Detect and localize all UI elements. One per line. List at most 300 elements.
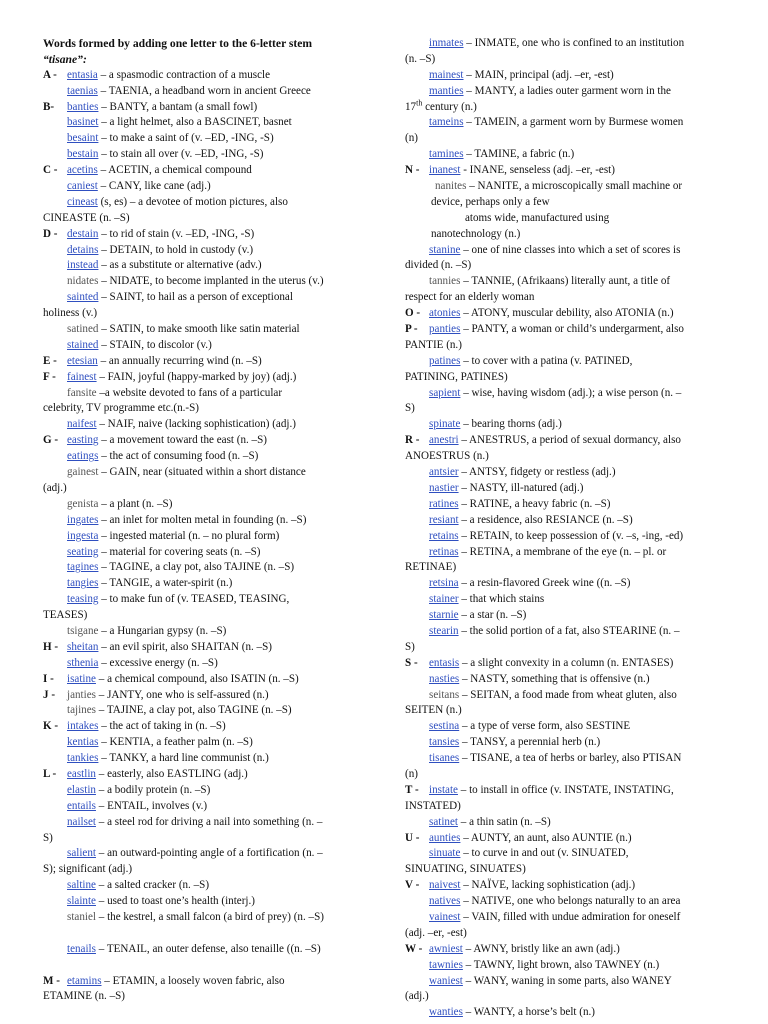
- word-link[interactable]: easting: [67, 434, 99, 447]
- word-entry: [43, 942, 387, 958]
- word-entry: [405, 831, 730, 847]
- word-link[interactable]: ratines: [429, 497, 459, 510]
- entry-continuation: [405, 338, 730, 354]
- word-definition: – NATIVE, one who belongs naturally to an area: [460, 895, 681, 908]
- word-entry: [405, 513, 730, 529]
- word-entry: [405, 354, 730, 370]
- entry-continuation: [405, 258, 730, 274]
- word-definition: – a chemical compound, also ISATIN (n. –S): [95, 672, 299, 685]
- word-link[interactable]: cineast: [67, 195, 98, 208]
- letter-label: K -: [43, 720, 59, 733]
- word-link[interactable]: bestain: [67, 148, 99, 161]
- word-link[interactable]: tenails: [67, 942, 96, 955]
- word-definition: – a salted cracker (n. –S): [95, 879, 210, 892]
- word-link[interactable]: slainte: [67, 895, 96, 908]
- word-link[interactable]: wanties: [429, 1006, 463, 1019]
- word-entry: [43, 815, 387, 831]
- word-entry: [43, 878, 387, 894]
- word-definition: – NASTY, something that is offensive (n.): [459, 672, 650, 685]
- word-link[interactable]: fainest: [67, 370, 97, 383]
- word-link[interactable]: resiant: [429, 513, 459, 526]
- word-entry: [43, 227, 387, 243]
- word-entry: [405, 84, 730, 100]
- word-entry: [43, 974, 387, 990]
- word-definition: – an outward-pointing angle of a fortification (n. –: [95, 847, 323, 860]
- word-link[interactable]: vainest: [429, 910, 461, 923]
- word-link[interactable]: sthenia: [67, 656, 99, 669]
- word-entry: [405, 68, 730, 84]
- letter-label: N -: [405, 164, 420, 177]
- word-link[interactable]: naivest: [429, 879, 461, 892]
- word-entry: [43, 274, 387, 290]
- word-definition: – a plant (n. –S): [98, 497, 173, 510]
- word-link[interactable]: mainest: [429, 68, 464, 81]
- word-link[interactable]: natives: [429, 895, 461, 908]
- entry-continuation: [405, 227, 730, 243]
- entry-continuation: [405, 560, 730, 576]
- word-entry: [43, 290, 387, 306]
- letter-label: V -: [405, 879, 420, 892]
- word-definition: – DETAIN, to hold in custody (v.): [98, 243, 254, 256]
- word-entry: [405, 529, 730, 545]
- letter-label: E -: [43, 354, 57, 367]
- word-entry: [43, 703, 387, 719]
- entry-continuation: [43, 211, 387, 227]
- word-definition: – a residence, also RESIANCE (n. –S): [458, 513, 633, 526]
- letter-label: T -: [405, 783, 419, 796]
- word-link[interactable]: isatine: [67, 672, 96, 685]
- word-entry: [43, 799, 387, 815]
- word-definition: – an inlet for molten metal in founding (n. –S): [98, 513, 307, 526]
- word-definition: – AWNY, bristly like an awn (adj.): [462, 942, 620, 955]
- word-definition: – to rid of stain (v. –ED, -ING, -S): [98, 227, 255, 240]
- word-link[interactable]: sainted: [67, 291, 99, 304]
- word-definition: – a star (n. –S): [458, 609, 527, 622]
- word-entry: [405, 481, 730, 497]
- word-link[interactable]: atonies: [429, 307, 461, 320]
- word-definition: – RETINA, a membrane of the eye (n. – pl. or: [458, 545, 667, 558]
- word-definition: – one of nine classes into which a set of scores is: [460, 243, 681, 256]
- word-definition: – AUNTY, an aunt, also AUNTIE (n.): [460, 831, 632, 844]
- word-entry: [405, 783, 730, 799]
- word-entry: [405, 894, 730, 910]
- word-link[interactable]: basinet: [67, 116, 99, 129]
- word-link[interactable]: caniest: [67, 180, 98, 193]
- word-definition: – an evil spirit, also SHAITAN (n. –S): [98, 640, 272, 653]
- continuation-text: (n): [405, 767, 418, 780]
- word-entry: [43, 195, 387, 211]
- word-entry: [405, 1005, 730, 1021]
- word-link[interactable]: tagines: [67, 561, 99, 574]
- word-definition: – FAIN, joyful (happy-marked by joy) (adj.): [96, 370, 297, 383]
- word-link[interactable]: entasia: [67, 68, 98, 81]
- entry-continuation: [43, 481, 387, 497]
- word-entry: [43, 910, 387, 926]
- word-link[interactable]: tankies: [67, 752, 99, 765]
- entry-continuation: [405, 131, 730, 147]
- word-link[interactable]: stearin: [429, 624, 459, 637]
- word-entry: [43, 243, 387, 259]
- word-entry: [405, 386, 730, 402]
- word-definition: – SAINT, to hail as a person of exceptional: [98, 291, 293, 304]
- word-text: tannies: [429, 275, 461, 288]
- entry-continuation: [405, 862, 730, 878]
- word-link[interactable]: besaint: [67, 132, 99, 145]
- word-definition: – that which stains: [458, 593, 545, 606]
- continuation-text: S): [405, 640, 415, 653]
- word-definition: – ANESTRUS, a period of sexual dormancy, also: [458, 434, 681, 447]
- word-definition: – JANTY, one who is self-assured (n.): [95, 688, 269, 701]
- word-link[interactable]: instate: [429, 783, 458, 796]
- superscript: th: [416, 97, 423, 107]
- word-entry: [405, 576, 730, 592]
- word-entry: [43, 640, 387, 656]
- word-link[interactable]: teasing: [67, 593, 99, 606]
- word-definition: – TENAIL, an outer defense, also tenaille ((n. –S): [95, 942, 321, 955]
- word-link[interactable]: naifest: [67, 418, 97, 431]
- entry-continuation: [405, 926, 730, 942]
- word-definition: – ETAMIN, a loosely woven fabric, also: [101, 974, 285, 987]
- word-definition: – a movement toward the east (n. –S): [98, 434, 267, 447]
- word-link[interactable]: nailset: [67, 815, 96, 828]
- word-definition: – a thin satin (n. –S): [457, 815, 551, 828]
- continuation-text: nanotechnology (n.): [431, 227, 521, 240]
- word-link[interactable]: tansies: [429, 736, 460, 749]
- word-link[interactable]: stained: [67, 338, 99, 351]
- word-link[interactable]: anestri: [429, 434, 459, 447]
- word-definition: –a website devoted to fans of a particular: [96, 386, 283, 399]
- word-entry: [405, 147, 730, 163]
- word-entry: [43, 735, 387, 751]
- word-link[interactable]: tawnies: [429, 958, 463, 971]
- entry-continuation: [405, 640, 730, 656]
- word-text: satined: [67, 323, 99, 336]
- word-link[interactable]: saltine: [67, 879, 96, 892]
- word-entry: [43, 624, 387, 640]
- word-definition: – TANSY, a perennial herb (n.): [459, 736, 601, 749]
- word-entry: [405, 719, 730, 735]
- word-text: tsigane: [67, 624, 99, 637]
- word-definition: – SATIN, to make smooth like satin material: [98, 323, 300, 336]
- word-entry: [405, 433, 730, 449]
- letter-label: I -: [43, 672, 54, 685]
- word-definition: – WANTY, a horse’s belt (n.): [462, 1006, 595, 1019]
- word-entry: [405, 688, 730, 704]
- word-link[interactable]: tamines: [429, 148, 464, 161]
- word-definition: – BANTY, a bantam (a small fowl): [98, 100, 258, 113]
- word-entry: [405, 815, 730, 831]
- word-link[interactable]: kentias: [67, 736, 99, 749]
- word-entry: [405, 751, 730, 767]
- word-definition: – MAIN, principal (adj. –er, -est): [463, 68, 614, 81]
- word-definition: – TAWNY, light brown, also TAWNEY (n.): [462, 958, 660, 971]
- word-link[interactable]: aunties: [429, 831, 461, 844]
- word-entry: [43, 846, 387, 862]
- word-link[interactable]: awniest: [429, 942, 463, 955]
- word-link[interactable]: ingates: [67, 513, 99, 526]
- word-definition: – to install in office (v. INSTATE, INSTATING,: [457, 783, 674, 796]
- continuation-text: PATINING, PATINES): [405, 370, 508, 383]
- word-entry: [43, 894, 387, 910]
- word-link[interactable]: salient: [67, 847, 96, 860]
- entry-continuation: [405, 211, 730, 227]
- word-entry: [405, 942, 730, 958]
- word-entry: [43, 354, 387, 370]
- entry-continuation: [405, 799, 730, 815]
- word-definition: – CANY, like cane (adj.): [97, 180, 211, 193]
- word-link[interactable]: satinet: [429, 815, 458, 828]
- word-definition: – RETAIN, to keep possession of (v. –s, -ing, -ed): [458, 529, 684, 542]
- word-link[interactable]: elastin: [67, 783, 96, 796]
- entry-continuation: [405, 290, 730, 306]
- word-definition: – a bodily protein (n. –S): [95, 783, 211, 796]
- word-link[interactable]: etesian: [67, 354, 98, 367]
- word-entry: [405, 958, 730, 974]
- word-link[interactable]: tangies: [67, 577, 99, 590]
- word-entry: [405, 36, 730, 52]
- word-link[interactable]: acetins: [67, 164, 98, 177]
- letter-label: H -: [43, 640, 59, 653]
- word-link[interactable]: sinuate: [429, 847, 461, 860]
- word-definition: – a spasmodic contraction of a muscle: [97, 68, 271, 81]
- word-link[interactable]: eastlin: [67, 767, 96, 780]
- entry-continuation: [405, 703, 730, 719]
- continuation-text: (n): [405, 132, 418, 145]
- entry-continuation: [43, 831, 387, 847]
- word-entry: [43, 465, 387, 481]
- letter-label: M -: [43, 974, 60, 987]
- word-entry: [43, 767, 387, 783]
- entry-continuation: [405, 97, 730, 116]
- word-entry: [43, 100, 387, 116]
- continuation-text: 17: [405, 100, 417, 113]
- continuation-text: (adj.): [43, 481, 67, 494]
- word-entry: [43, 338, 387, 354]
- word-definition: – ingested material (n. – no plural form): [98, 529, 280, 542]
- word-entry: [43, 147, 387, 163]
- word-link[interactable]: spinate: [429, 418, 461, 431]
- word-entry: [43, 688, 387, 704]
- word-entry: [405, 608, 730, 624]
- word-text: nidates: [67, 275, 99, 288]
- continuation-text: CINEASTE (n. –S): [43, 211, 130, 224]
- word-entry: [405, 417, 730, 433]
- word-definition: – TANGIE, a water-spirit (n.): [98, 577, 233, 590]
- word-definition: – a slight convexity in a column (n. ENTASES): [459, 656, 674, 669]
- word-definition: – a type of verse form, also SESTINE: [459, 720, 631, 733]
- word-definition: – TAMEIN, a garment worn by Burmese women: [463, 116, 684, 129]
- word-definition: – the act of consuming food (n. –S): [98, 450, 259, 463]
- word-link[interactable]: entasis: [429, 656, 460, 669]
- word-entry: [43, 497, 387, 513]
- letter-label: G -: [43, 434, 59, 447]
- word-definition: – KENTIA, a feather palm (n. –S): [98, 736, 253, 749]
- word-link[interactable]: stainer: [429, 593, 459, 606]
- continuation-text: atoms wide, manufactured using: [465, 211, 610, 224]
- word-link[interactable]: sestina: [429, 720, 460, 733]
- word-definition: – bearing thorns (adj.): [460, 418, 562, 431]
- word-link[interactable]: banties: [67, 100, 99, 113]
- entry-continuation: [43, 862, 387, 878]
- word-entry: [405, 306, 730, 322]
- word-link[interactable]: antsier: [429, 466, 459, 479]
- continuation-text: (n. –S): [405, 52, 436, 65]
- word-definition: – a Hungarian gypsy (n. –S): [98, 624, 227, 637]
- word-entry: [43, 751, 387, 767]
- continuation-text: ANOESTRUS (n.): [405, 450, 489, 463]
- word-definition: – used to toast one’s health (interj.): [95, 895, 255, 908]
- word-definition: – the kestrel, a small falcon (a bird of prey) (n. –S): [95, 910, 324, 923]
- word-link[interactable]: nasties: [429, 672, 460, 685]
- word-definition: – WANY, waning in some parts, also WANEY: [462, 974, 672, 987]
- blank-line: [43, 926, 387, 942]
- word-entry: [405, 624, 730, 640]
- word-definition: – ATONY, muscular debility, also ATONIA (n.): [460, 307, 674, 320]
- word-text: seitans: [429, 688, 460, 701]
- word-definition: – to stain all over (v. –ED, -ING, -S): [98, 148, 264, 161]
- word-link[interactable]: intakes: [67, 720, 99, 733]
- word-link[interactable]: tisanes: [429, 752, 460, 765]
- word-definition: – TISANE, a tea of herbs or barley, also PTISAN: [459, 752, 682, 765]
- word-entry: [43, 560, 387, 576]
- word-link[interactable]: waniest: [429, 974, 463, 987]
- word-entry: [43, 386, 387, 402]
- entry-continuation: [405, 449, 730, 465]
- word-entry: [43, 656, 387, 672]
- word-entry: [43, 449, 387, 465]
- word-link[interactable]: starnie: [429, 609, 459, 622]
- word-entry: [43, 592, 387, 608]
- word-text: tajines: [67, 704, 96, 717]
- continuation-text: (adj.): [405, 990, 429, 1003]
- letter-label: S -: [405, 656, 418, 669]
- document-title-stem: “tisane”:: [43, 52, 87, 66]
- word-entry: [43, 417, 387, 433]
- word-link[interactable]: etamins: [67, 974, 102, 987]
- word-definition: – TANKY, a hard line communist (n.): [98, 752, 269, 765]
- letter-label: B-: [43, 100, 55, 113]
- word-entry: [43, 513, 387, 529]
- continuation-text: ETAMINE (n. –S): [43, 990, 125, 1003]
- word-definition: – TAJINE, a clay pot, also TAGINE (n. –S): [95, 704, 292, 717]
- word-entry: [405, 592, 730, 608]
- entry-continuation: [43, 401, 387, 417]
- word-definition: – NANITE, a microscopically small machine or: [466, 180, 683, 193]
- word-entry: [43, 84, 387, 100]
- word-definition: – NIDATE, to become implanted in the uterus (v.): [98, 275, 324, 288]
- letter-label: L -: [43, 767, 57, 780]
- letter-label: U -: [405, 831, 420, 844]
- word-definition: – SEITAN, a food made from wheat gluten, also: [459, 688, 677, 701]
- entry-continuation: [43, 608, 387, 624]
- word-link[interactable]: entails: [67, 799, 96, 812]
- word-link[interactable]: retsina: [429, 577, 459, 590]
- letter-label: J -: [43, 688, 56, 701]
- word-link[interactable]: ingesta: [67, 529, 99, 542]
- word-definition: – GAIN, near (situated within a short distance: [98, 466, 306, 479]
- word-link[interactable]: instead: [67, 259, 99, 272]
- word-definition: – material for covering seats (n. –S): [98, 545, 261, 558]
- word-definition: – NAÏVE, lacking sophistication (adj.): [460, 879, 636, 892]
- word-definition: – NASTY, ill-natured (adj.): [458, 481, 584, 494]
- letter-label: C -: [43, 164, 58, 177]
- word-entry: [43, 131, 387, 147]
- word-link[interactable]: sheitan: [67, 640, 99, 653]
- word-link[interactable]: destain: [67, 227, 99, 240]
- entry-continuation: [405, 52, 730, 68]
- letter-label: W -: [405, 942, 423, 955]
- word-link[interactable]: nastier: [429, 481, 459, 494]
- word-entry: [43, 370, 387, 386]
- word-definition: – TAMINE, a fabric (n.): [463, 148, 575, 161]
- word-entry: [43, 576, 387, 592]
- word-entry: [405, 322, 730, 338]
- word-entry: [43, 783, 387, 799]
- word-definition: – easterly, also EASTLING (adj.): [95, 767, 248, 780]
- word-definition: – TAENIA, a headband worn in ancient Greece: [97, 84, 311, 97]
- word-text: janties: [67, 688, 96, 701]
- word-entry: [405, 465, 730, 481]
- word-link[interactable]: panties: [429, 323, 461, 336]
- entry-continuation: [43, 306, 387, 322]
- left-column: [43, 36, 387, 1005]
- word-definition: – to curve in and out (v. SINUATED,: [460, 847, 629, 860]
- word-text: gainest: [67, 466, 99, 479]
- word-link[interactable]: inanest: [429, 164, 461, 177]
- entry-continuation: [405, 989, 730, 1005]
- continuation-text: respect for an elderly woman: [405, 291, 535, 304]
- continuation-text: S): [43, 831, 53, 844]
- word-link[interactable]: eatings: [67, 450, 99, 463]
- word-definition: – the act of taking in (n. –S): [98, 720, 226, 733]
- word-text: fansite: [67, 386, 97, 399]
- word-definition: – STAIN, to discolor (v.): [98, 338, 212, 351]
- word-definition: – wise, having wisdom (adj.); a wise person (n. –: [460, 386, 682, 399]
- word-link[interactable]: taenias: [67, 84, 98, 97]
- word-link[interactable]: retinas: [429, 545, 459, 558]
- word-link[interactable]: seating: [67, 545, 99, 558]
- continuation-text: INSTATED): [405, 799, 461, 812]
- continuation-text: S): [405, 402, 415, 415]
- continuation-text: divided (n. –S): [405, 259, 472, 272]
- word-text: genista: [67, 497, 99, 510]
- word-definition: – RATINE, a heavy fabric (n. –S): [458, 497, 611, 510]
- word-link[interactable]: manties: [429, 84, 464, 97]
- word-link[interactable]: retains: [429, 529, 459, 542]
- word-definition: – a light helmet, also a BASCINET, basnet: [98, 116, 292, 129]
- word-definition: – as a substitute or alternative (adv.): [98, 259, 262, 272]
- word-link[interactable]: tameins: [429, 116, 464, 129]
- word-entry: [405, 656, 730, 672]
- word-link[interactable]: inmates: [429, 37, 464, 49]
- word-link[interactable]: patines: [429, 354, 461, 367]
- continuation-text: SEITEN (n.): [405, 704, 462, 717]
- entry-continuation: [405, 370, 730, 386]
- continuation-text: RETINAE): [405, 561, 457, 574]
- word-link[interactable]: sapient: [429, 386, 461, 399]
- word-link[interactable]: detains: [67, 243, 99, 256]
- word-definition: – to cover with a patina (v. PATINED,: [460, 354, 633, 367]
- word-definition: – TAGINE, a clay pot, also TAJINE (n. –S): [98, 561, 295, 574]
- word-definition: (s, es) – a devotee of motion pictures, also: [97, 195, 288, 208]
- word-link[interactable]: stanine: [429, 243, 461, 256]
- right-column: [405, 36, 730, 1021]
- document-title: Words formed by adding one letter to the 6-letter stem: [43, 37, 313, 50]
- word-definition: – an annually recurring wind (n. –S): [97, 354, 262, 367]
- word-definition: – a steel rod for driving a nail into something (n. –: [95, 815, 323, 828]
- word-definition: – excessive energy (n. –S): [98, 656, 218, 669]
- continuation-text: SINUATING, SINUATES): [405, 863, 526, 876]
